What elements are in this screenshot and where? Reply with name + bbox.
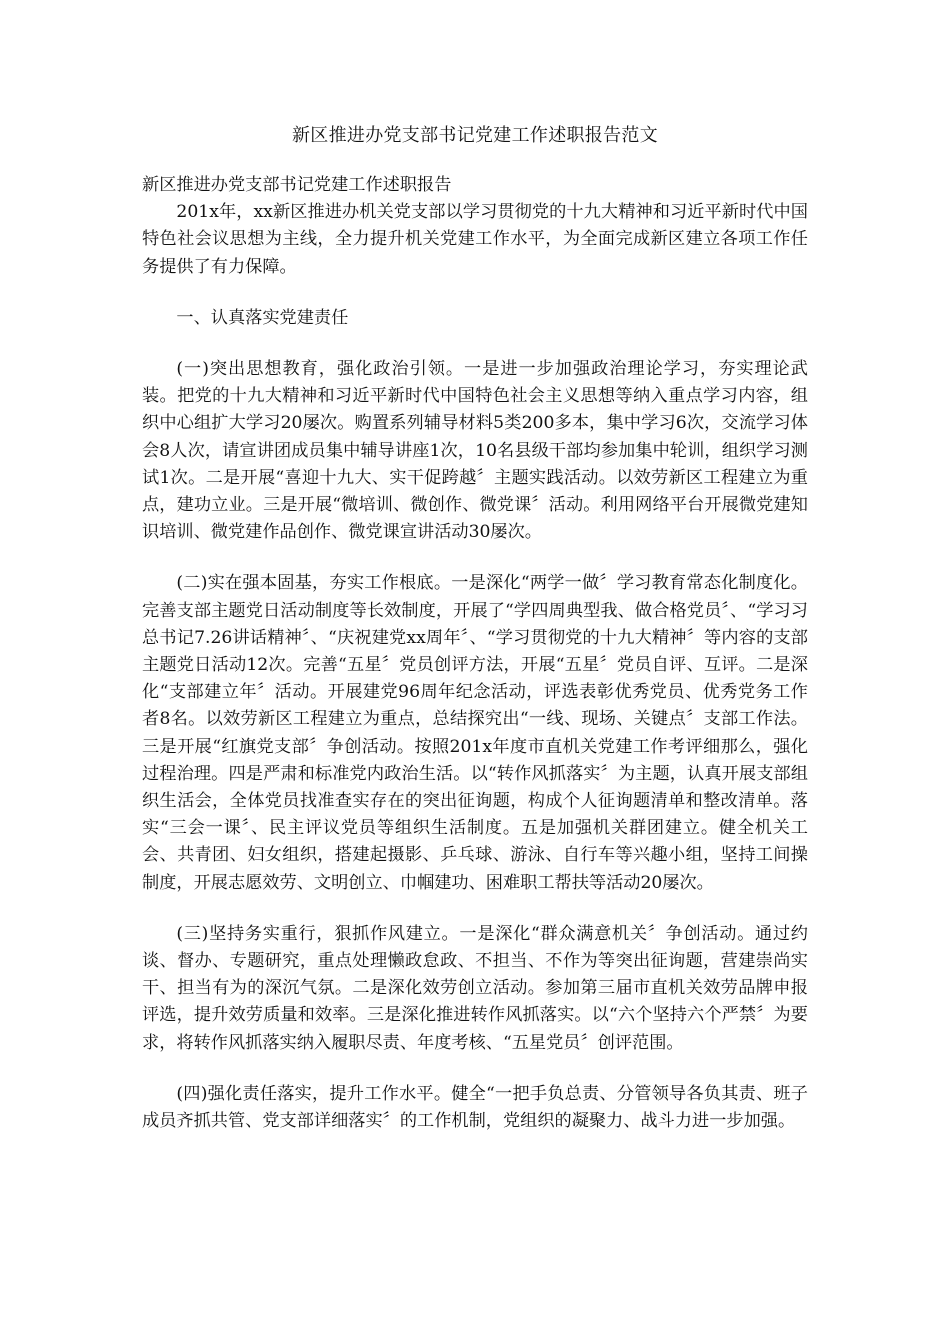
paragraph-4: (四)强化责任落实，提升工作水平。健全“一把手负总责、分管领导各负其责、班子成员齐抓共管、党支部详细落实〞的工作机制，党组织的凝聚力、战斗力进一步加强。 (142, 1083, 808, 1132)
paragraph-1: (一)突出思想教育，强化政治引领。一是进一步加强政治理论学习，夯实理论武装。把党的十九大精神和习近平新时代中国特色社会主义思想等纳入重点学习内容，组织中心组扩大学习20屡次。购置系列辅导材料5类200多本，集中学习6次，交流学习体会8人次，请宣讲团成员集中辅导讲座1次，10名县级干部均参加集中轮训，组织学习测试1次。二是开展“喜迎十九大、实干促跨越〞主题实践活动。以效劳新区工程建立为重点，建功立业。三是开展“微培训、微创作、微党课〞活动。利用网络平台开展微党建知识培训、微党建作品创作、微党课宣讲活动30屡次。 (142, 359, 808, 543)
intro-paragraph: 201x年，xx新区推进办机关党支部以学习贯彻党的十九大精神和习近平新时代中国特色社会议思想为主线，全力提升机关党建工作水平，为全面完成新区建立各项工作任务提供了有力保障。 (142, 202, 808, 277)
paragraph-2: (二)实在强本固基，夯实工作根底。一是深化“两学一做〞学习教育常态化制度化。完善支部主题党日活动制度等长效制度，开展了“学四周典型我、做合格党员〞、“学习习总书记7.26讲话精神〞、“庆祝建党xx周年〞、“学习贯彻党的十九大精神〞等内容的支部主题党日活动12次。完善“五星〞党员创评方法，开展“五星〞党员自评、互评。二是深化“支部建立年〞活动。开展建党96周年纪念活动，评选表彰优秀党员、优秀党务工作者8名。以效劳新区工程建立为重点，总结探究出“一线、现场、关键点〞支部工作法。三是开展“红旗党支部〞争创活动。按照201x年度市直机关党建工作考评细那么，强化过程治理。四是严肃和标准党内政治生活。以“转作风抓落实〞为主题，认真开展支部组织生活会，全体党员找准查实存在的突出征询题，构成个人征询题清单和整改清单。落实“三会一课〞、民主评议党员等组织生活制度。五是加强机关群团建立。健全机关工会、共青团、妇女组织，搭建起摄影、乒乓球、游泳、自行车等兴趣小组，坚持工间操制度，开展志愿效劳、文明创立、巾帼建功、困难职工帮扶等活动20屡次。 (142, 573, 808, 893)
document-body (142, 172, 808, 1135)
paragraph-3: (三)坚持务实重行，狠抓作风建立。一是深化“群众满意机关〞争创活动。通过约谈、督办、专题研究，重点处理懒政怠政、不担当、不作为等突出征询题，营建崇尚实干、担当有为的深沉气氛。二是深化效劳创立活动。参加第三届市直机关效劳品牌申报评选，提升效劳质量和效率。三是深化推进转作风抓落实。以“六个坚持六个严禁〞为要求，将转作风抓落实纳入履职尽责、年度考核、“五星党员〞创评范围。 (142, 923, 808, 1053)
document-title: 新区推进办党支部书记党建工作述职报告范文 (292, 125, 658, 146)
report-subtitle: 新区推进办党支部书记党建工作述职报告 (142, 175, 452, 195)
section-heading: 一、认真落实党建责任 (176, 307, 349, 328)
